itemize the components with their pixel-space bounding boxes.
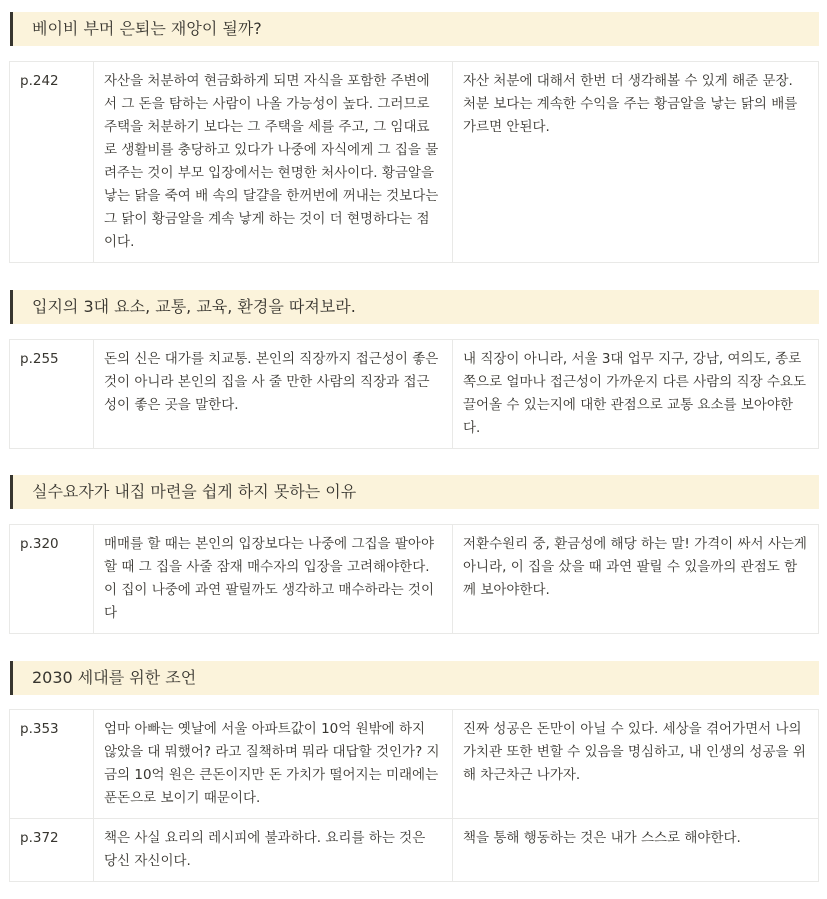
section-heading bbox=[10, 12, 819, 46]
table-row bbox=[10, 710, 819, 819]
notes-table bbox=[9, 709, 819, 882]
page-number-cell[interactable]: p.372 bbox=[10, 819, 94, 882]
quote-cell[interactable]: 매매를 할 때는 본인의 입장보다는 나중에 그집을 팔아야할 때 그 집을 사줄 잠재 매수자의 입장을 고려해야한다. 이 집이 나중에 과연 팔릴까도 생각하고 매수하라는 것이다 bbox=[94, 525, 453, 634]
page-number-cell[interactable]: p.242 bbox=[10, 62, 94, 263]
comment-cell[interactable]: 자산 처분에 대해서 한번 더 생각해볼 수 있게 해준 문장. 처분 보다는 계속한 수익을 주는 황금알을 낳는 닭의 배를 가르면 안된다. bbox=[453, 62, 819, 263]
comment-cell[interactable]: 진짜 성공은 돈만이 아닐 수 있다. 세상을 겪어가면서 나의 가치관 또한 변할 수 있음을 명심하고, 내 인생의 성공을 위해 차근차근 나가자. bbox=[453, 710, 819, 819]
table-row bbox=[10, 340, 819, 449]
section-heading bbox=[10, 475, 819, 509]
comment-cell[interactable]: 내 직장이 아니라, 서울 3대 업무 지구, 강남, 여의도, 종로 쪽으로 얼마나 접근성이 가까운지 다른 사람의 직장 수요도 끌어올 수 있는지에 대한 관점으로 교통 요소를 보아야한다. bbox=[453, 340, 819, 449]
quote-cell[interactable]: 책은 사실 요리의 레시피에 불과하다. 요리를 하는 것은 당신 자신이다. bbox=[94, 819, 453, 882]
page-number-cell[interactable]: p.320 bbox=[10, 525, 94, 634]
section-heading-text[interactable]: 실수요자가 내집 마련을 쉽게 하지 못하는 이유 bbox=[32, 482, 357, 501]
notes-table bbox=[9, 524, 819, 634]
table-row bbox=[10, 62, 819, 263]
notes-table bbox=[9, 339, 819, 449]
quote-cell[interactable]: 돈의 신은 대가를 치교통. 본인의 직장까지 접근성이 좋은 것이 아니라 본인의 집을 사 줄 만한 사람의 직장과 접근성이 좋은 곳을 말한다. bbox=[94, 340, 453, 449]
section-heading-text[interactable]: 입지의 3대 요소, 교통, 교육, 환경을 따져보라. bbox=[32, 297, 356, 316]
page-number-cell[interactable]: p.353 bbox=[10, 710, 94, 819]
section-heading-text[interactable]: 2030 세대를 위한 조언 bbox=[32, 668, 197, 687]
table-row bbox=[10, 819, 819, 882]
quote-cell[interactable]: 엄마 아빠는 옛날에 서울 아파트값이 10억 원밖에 하지 않았을 대 뭐했어? 라고 질책하며 뭐라 대답할 것인가? 지금의 10억 원은 큰돈이지만 돈 가치가 떨어지는 미래에는 푼돈으로 보이기 때문이다. bbox=[94, 710, 453, 819]
table-row bbox=[10, 525, 819, 634]
comment-cell[interactable]: 책을 통해 행동하는 것은 내가 스스로 해야한다. bbox=[453, 819, 819, 882]
section-heading bbox=[10, 290, 819, 324]
page-number-cell[interactable]: p.255 bbox=[10, 340, 94, 449]
section-heading bbox=[10, 661, 819, 695]
notes-table bbox=[9, 61, 819, 263]
comment-cell[interactable]: 저환수원리 중, 환금성에 해당 하는 말! 가격이 싸서 사는게 아니라, 이 집을 샀을 때 과연 팔릴 수 있을까의 관점도 함께 보아야한다. bbox=[453, 525, 819, 634]
quote-cell[interactable]: 자산을 처분하여 현금화하게 되면 자식을 포함한 주변에서 그 돈을 탐하는 사람이 나올 가능성이 높다. 그러므로 주택을 처분하기 보다는 그 주택을 세를 주고, 그 임대료로 생활비를 충당하고 있다가 나중에 자식에게 그 집을 물려주는 것이 부모 입장에서는 현명한 처사이다. 황금알을 낳는 닭을 죽여 배 속의 달걀을 한꺼번에 꺼내는 것보다는 그 닭이 황금알을 계속 낳게 하는 것이 더 현명하다는 점이다. bbox=[94, 62, 453, 263]
section-heading-text[interactable]: 베이비 부머 은퇴는 재앙이 될까? bbox=[32, 19, 262, 38]
